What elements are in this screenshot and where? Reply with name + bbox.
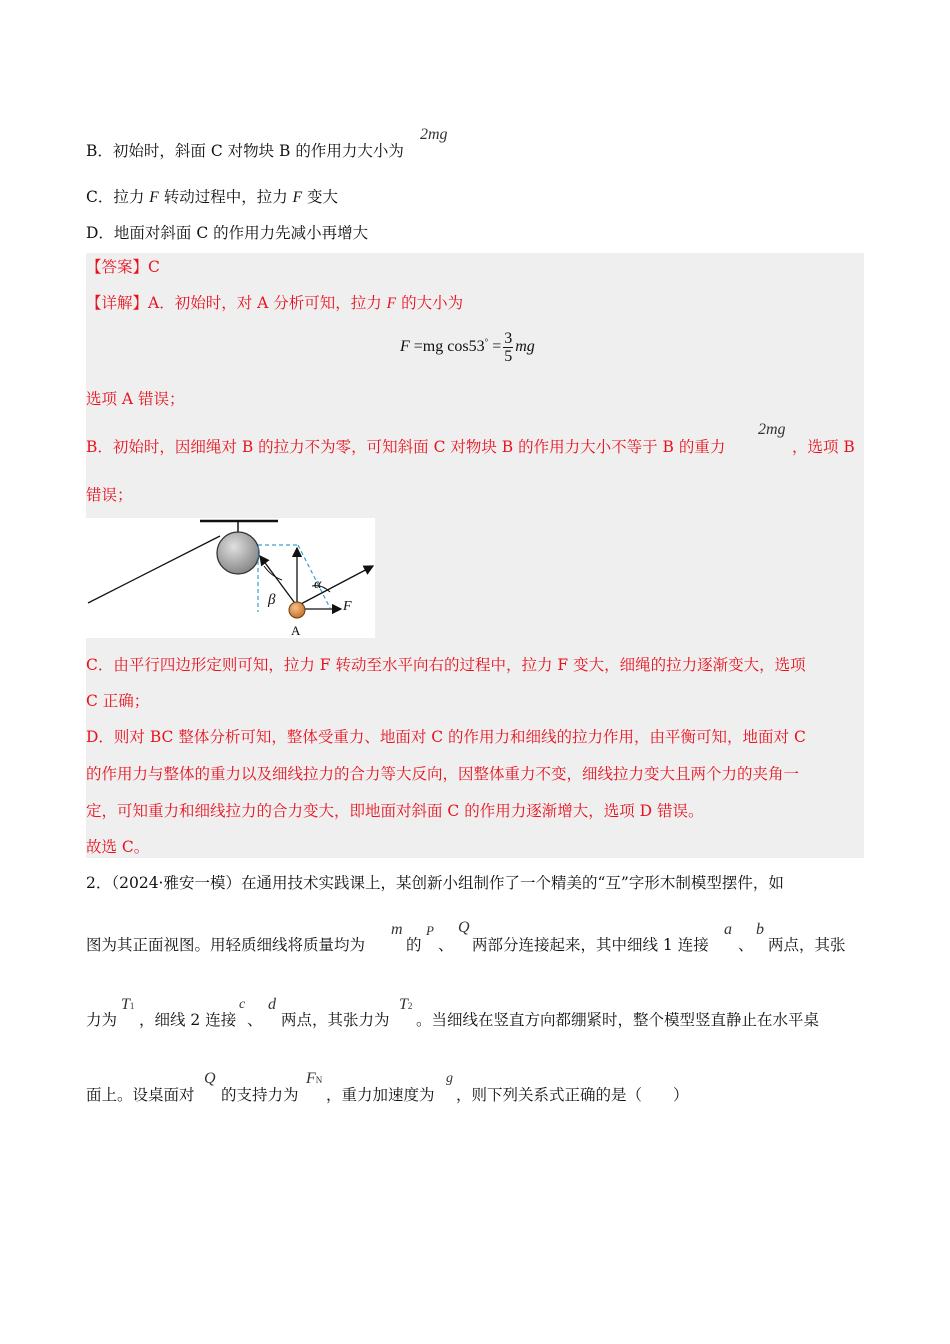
q2-line1: 2．（2024·雅安一模）在通用技术实践课上，某创新小组制作了一个精美的“互”字形木制模型摆件，如 bbox=[86, 874, 784, 892]
answer-label: 【答案】C bbox=[86, 258, 160, 276]
q2-line2f: 两点，其张 bbox=[768, 936, 846, 954]
force-formula bbox=[400, 330, 535, 365]
sym-c: c bbox=[239, 997, 246, 1012]
sym-fn-sub: N bbox=[315, 1075, 323, 1085]
sym-t1 bbox=[121, 996, 134, 1014]
option-b: B．初始时，斜面 C 对物块 B 的作用力大小为 bbox=[86, 142, 404, 160]
q2-line3d: 两点，其张力为 bbox=[281, 1011, 390, 1029]
point-a-label: A bbox=[291, 623, 301, 638]
q2-line3b: ，细线 2 连接 bbox=[139, 1011, 237, 1029]
sym-a: a bbox=[724, 921, 732, 938]
sym-t1-letter: T bbox=[121, 996, 130, 1013]
b-explain-2: ，选项 B bbox=[792, 438, 855, 456]
formula-degree: ° bbox=[484, 336, 489, 347]
option-d: D．地面对斜面 C 的作用力先减小再增大 bbox=[86, 224, 369, 242]
option-c-mid: 转动过程中，拉力 bbox=[158, 188, 293, 206]
sym-t2 bbox=[399, 996, 412, 1014]
option-c bbox=[86, 187, 338, 208]
rope-tension-arrow bbox=[260, 556, 297, 606]
q2-line4c: ，重力加速度为 bbox=[326, 1086, 435, 1104]
option-c-end: 变大 bbox=[302, 188, 339, 206]
a-wrong: 选项 A 错误； bbox=[86, 390, 185, 408]
option-c-var: F bbox=[149, 189, 159, 206]
sym-g: g bbox=[446, 1071, 453, 1086]
q2-line3a: 力为 bbox=[86, 1011, 118, 1029]
object-a bbox=[289, 602, 305, 618]
formula-mid: =mg cos53 bbox=[409, 338, 485, 356]
b-explain-1: B．初始时，因细绳对 B 的拉力不为零，可知斜面 C 对物块 B 的作用力大小不等于 B 的重力 bbox=[86, 438, 726, 456]
d-explain-1: D．则对 BC 整体分析可知，整体受重力、地面对 C 的作用力和细线的拉力作用，由平衡可知，地面对 C bbox=[86, 728, 806, 746]
q2-line4a: 面上。设桌面对 bbox=[86, 1086, 195, 1104]
d-explain-3: 定，可知重力和细线拉力的合力变大，即地面对斜面 C 的作用力逐渐增大，选项 D 错误。 bbox=[86, 802, 704, 820]
q2-line4b: 的支持力为 bbox=[221, 1086, 299, 1104]
sym-t2-letter: T bbox=[399, 996, 408, 1013]
q2-line3c: 、 bbox=[247, 1011, 263, 1029]
detail-intro-suffix: 的大小为 bbox=[396, 294, 464, 312]
pulley-ball bbox=[217, 532, 259, 574]
c-explain-2: C 正确； bbox=[86, 692, 150, 710]
c-explain-1: C．由平行四边形定则可知，拉力 F 转动至水平向右的过程中，拉力 F 变大，细绳的拉力逐渐变大，选项 bbox=[86, 656, 806, 674]
formula-fraction bbox=[503, 330, 513, 365]
b-explain-expr: 2mg bbox=[758, 421, 786, 438]
b-explain-3: 错误； bbox=[86, 486, 133, 504]
q2-line2e: 、 bbox=[738, 936, 754, 954]
sym-q: Q bbox=[458, 919, 470, 936]
formula-numerator: 3 bbox=[504, 330, 513, 347]
detail-intro-prefix: 【详解】A．初始时，对 A 分析可知，拉力 bbox=[86, 294, 387, 312]
d-explain-2: 的作用力与整体的重力以及细线拉力的合力等大反向，因整体重力不变，细线拉力变大且两个力的夹角一 bbox=[86, 765, 800, 783]
formula-rhs: mg bbox=[515, 338, 535, 356]
q2-line2c: 、 bbox=[438, 936, 454, 954]
alpha-label: α bbox=[314, 577, 322, 592]
sym-q2: Q bbox=[204, 1070, 216, 1087]
sym-p: P bbox=[426, 923, 434, 938]
formula-lhs: F bbox=[400, 338, 410, 356]
q2-line2b: 的 bbox=[406, 936, 422, 954]
sym-t1-sub: 1 bbox=[129, 1001, 135, 1011]
option-c-prefix: C．拉力 bbox=[86, 188, 150, 206]
detail-intro bbox=[86, 293, 463, 314]
formula-denominator: 5 bbox=[504, 348, 513, 365]
sym-d: d bbox=[268, 996, 276, 1013]
formula-eq: = bbox=[488, 338, 502, 356]
detail-intro-var: F bbox=[386, 295, 397, 312]
q2-line2a: 图为其正面视图。用轻质细线将质量均为 bbox=[86, 936, 366, 954]
sym-fn bbox=[306, 1070, 322, 1088]
option-b-expr: 2mg bbox=[420, 126, 448, 143]
force-diagram bbox=[86, 518, 375, 638]
q2-line4d: ，则下列关系式正确的是（ ） bbox=[456, 1086, 689, 1104]
sym-t2-sub: 2 bbox=[407, 1001, 413, 1011]
option-c-var2: F bbox=[292, 189, 303, 206]
pull-force-arrow bbox=[297, 566, 373, 606]
beta-label: β bbox=[268, 592, 276, 608]
conclusion: 故选 C。 bbox=[86, 838, 150, 856]
sym-b: b bbox=[756, 921, 764, 938]
incline-rope bbox=[88, 536, 220, 603]
sym-fn-letter: F bbox=[306, 1070, 316, 1087]
q2-line3e: 。当细线在竖直方向都绷紧时，整个模型竖直静止在水平桌 bbox=[416, 1011, 820, 1029]
force-label: F bbox=[343, 599, 352, 614]
force-diagram-svg bbox=[86, 518, 375, 638]
q2-line2d: 两部分连接起来，其中细线 1 连接 bbox=[472, 936, 709, 954]
sym-m: m bbox=[391, 921, 403, 938]
